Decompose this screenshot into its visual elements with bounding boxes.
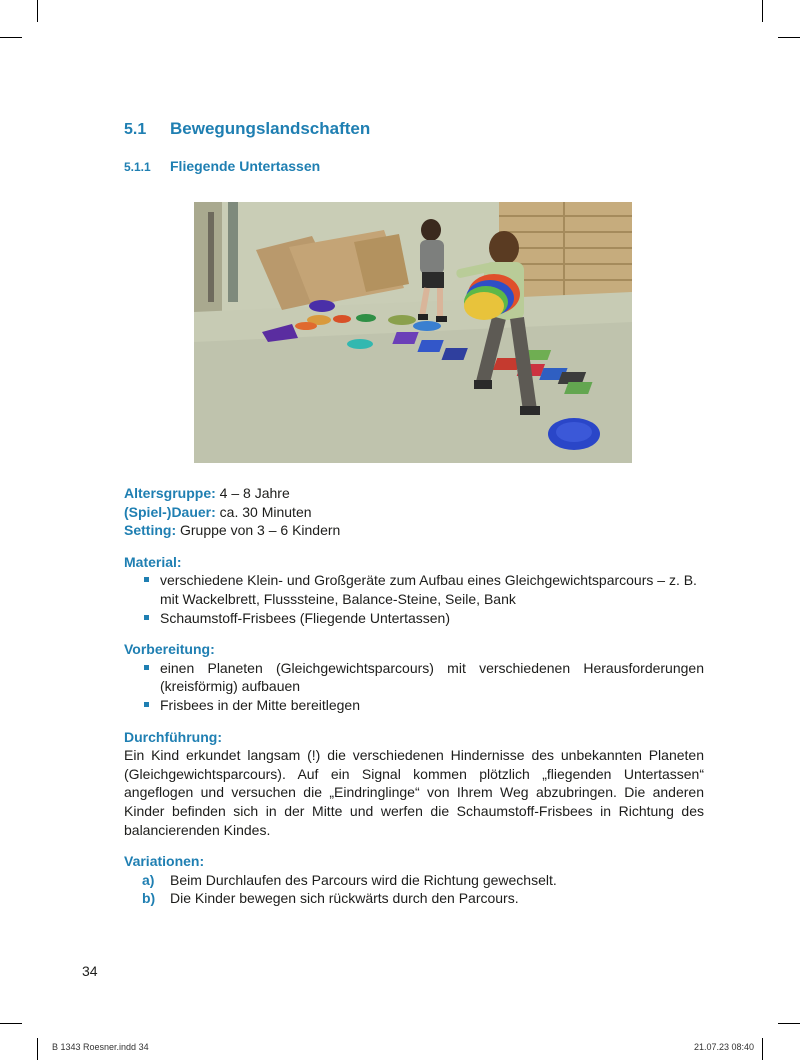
gym-photo (194, 202, 632, 463)
list-text: Die Kinder bewegen sich rückwärts durch den Parcours. (170, 890, 519, 907)
subsection-number: 5.1.1 (124, 160, 151, 174)
list-item: einen Planeten (Gleichgewichtsparcours) mit verschiedenen Herausforderungen (kreisförmig) aufbauen (124, 659, 704, 696)
variationen-list (124, 871, 704, 908)
slug-filename: B 1343 Roesner.indd 34 (52, 1042, 149, 1052)
crop-mark (0, 37, 22, 38)
crop-mark (778, 1023, 800, 1024)
subsection-title: Fliegende Untertassen (170, 158, 321, 174)
list-marker: a) (142, 871, 155, 888)
info-label: Altersgruppe: (124, 485, 216, 501)
info-value: 4 – 8 Jahre (215, 485, 290, 501)
list-item: Schaumstoff-Frisbees (Fliegende Untertassen) (124, 609, 704, 628)
durchfuehrung-text: Ein Kind erkundet langsam (!) die verschiedenen Hindernisse des unbekannten Planeten (Gleichgewichtsparcours). Auf ein Signal kommen plötzlich „fliegenden Untertassen“ angeflogen und versuchen die „Eindringlinge“ von Ihrem Weg abzubringen. Die anderen Kinder befinden sich in der Mitte und werfen die Schaumstoff-Frisbees in Richtung des balancierenden Kindes. (124, 747, 704, 838)
vorbereitung-list (124, 659, 704, 715)
material-list (124, 571, 704, 627)
main-content (124, 484, 704, 908)
durchfuehrung-heading: Durchführung: (124, 728, 222, 745)
info-value: Gruppe von 3 – 6 Kindern (176, 522, 341, 539)
list-marker: b) (142, 890, 156, 907)
variationen-heading: Variationen: (124, 853, 205, 870)
crop-mark (0, 1023, 22, 1024)
list-item: Frisbees in der Mitte bereitlegen (124, 696, 704, 715)
list-item (124, 889, 704, 908)
material-heading: Material: (124, 553, 182, 570)
section-number: 5.1 (124, 121, 147, 138)
info-setting (124, 521, 704, 540)
info-label: (Spiel-)Dauer: (124, 503, 216, 520)
crop-mark (778, 37, 800, 38)
crop-mark (762, 0, 763, 22)
crop-mark (762, 1038, 763, 1060)
crop-mark (37, 0, 38, 22)
list-item: verschiedene Klein- und Großgeräte zum Aufbau eines Gleichgewichtsparcours – z. B. mit Wackelbrett, Flusssteine, Balance-Steine, Seile, Bank (124, 571, 704, 608)
vorbereitung-heading: Vorbereitung: (124, 641, 215, 658)
page-number: 34 (82, 963, 98, 979)
info-duration (124, 503, 704, 522)
info-age (124, 484, 704, 503)
info-value: ca. 30 Minuten (215, 503, 312, 520)
slug-timestamp: 21.07.23 08:40 (693, 1042, 754, 1052)
list-text: Beim Durchlaufen des Parcours wird die Richtung gewechselt. (170, 871, 557, 888)
info-label: Setting: (124, 522, 177, 539)
list-item (124, 871, 704, 890)
crop-mark (37, 1038, 38, 1060)
section-title: Bewegungslandschaften (170, 119, 371, 138)
